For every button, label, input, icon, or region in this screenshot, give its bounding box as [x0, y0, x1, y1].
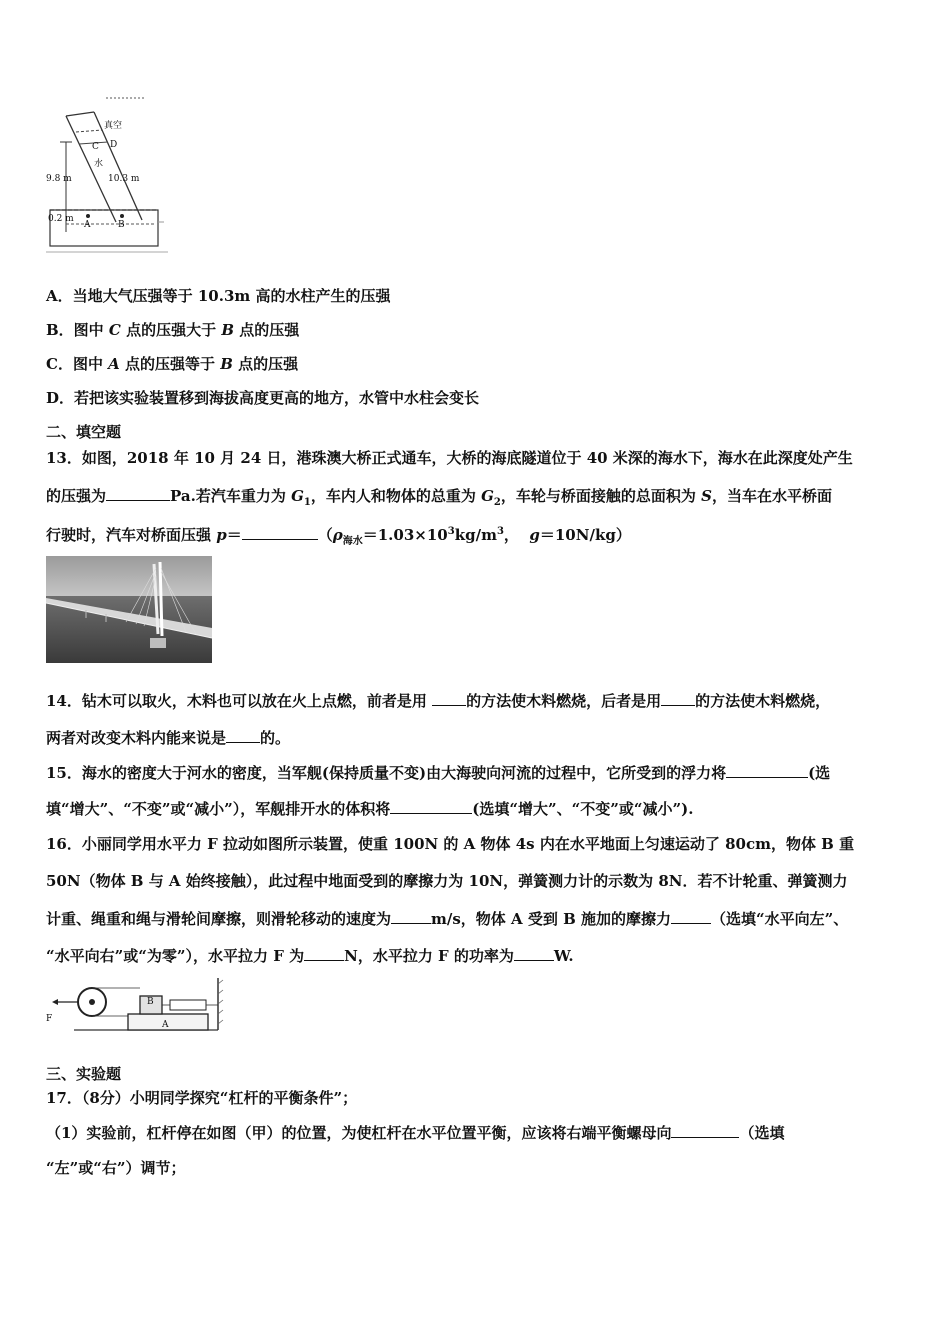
tube-experiment-figure [46, 92, 168, 262]
point-c-label: C [92, 142, 99, 152]
q13-line-3: 行驶时，汽车对桥面压强 $p= (\rho_{海水}=1.03\times 10^3kg/m^3$， g＝10N/kg） [46, 526, 631, 547]
q16-line-2: 50N（物体 B 与 A 始终接触），此过程中地面受到的摩擦力为 10N，弹簧测力计的示数为 8N．若不计轮重、弹簧测力 [46, 872, 848, 890]
point-a-label: A [84, 220, 91, 230]
q16-line-1: 16．小丽同学用水平力 F 拉动如图所示装置，使重 100N 的 A 物体 4s 内在水平地面上匀速运动了 80cm，物体 B 重 [46, 835, 855, 853]
q16-line-4: “水平向右”或“为零”），水平拉力 F 为 N，水平拉力 F 的功率为 W. [46, 947, 574, 965]
q17-line-1: 17．（8分）小明同学探究“杠杆的平衡条件”； [46, 1089, 358, 1107]
bridge-illustration [46, 556, 212, 663]
q14-line-2: 两者对改变木料内能来说是 的。 [46, 729, 291, 747]
q12-option-c: C．图中 A 点的压强等于 B 点的压强 [46, 355, 299, 373]
q13-blank-car-pressure[interactable] [242, 524, 318, 540]
point-d-label: D [110, 140, 118, 150]
q12-option-b: B．图中 C 点的压强大于 B 点的压强 [46, 321, 300, 339]
q15-blank-volume[interactable] [390, 798, 472, 814]
point-b-label: B [118, 220, 125, 230]
q13-line-1: 13．如图，2018 年 10 月 24 日，港珠澳大桥正式通车，大桥的海底隧道位于 40 米深的海水下，海水在此深度处产生 [46, 449, 853, 467]
q12-option-d: D．若把该实验装置移到海拔高度更高的地方，水管中水柱会变长 [46, 389, 480, 407]
q14-line-1: 14．钻木可以取火，木料也可以放在火上点燃，前者是用 的方法使木料燃烧，后者是用 的方法使木料燃烧， [46, 692, 831, 710]
height-9-8-label: 9.8 m [46, 174, 72, 184]
q16-blank-speed[interactable] [391, 908, 431, 924]
q13-line-2: 的压强为 Pa.若汽车重力为 $G_1$，车内人和物体的总重为 $G_2$，车轮与桥面接触的总面积为 S，当车在水平桥面 [46, 487, 832, 508]
q12-option-a: A．当地大气压强等于 10.3m 高的水柱产生的压强 [46, 287, 391, 305]
q14-blank-1[interactable] [432, 690, 466, 706]
bridge-photo [46, 556, 212, 663]
q16-blank-power[interactable] [514, 945, 554, 961]
q13-blank-pressure[interactable] [106, 485, 170, 501]
height-0-2-label: 0.2 m [48, 214, 74, 224]
q14-blank-2[interactable] [661, 690, 695, 706]
q15-line-1: 15．海水的密度大于河水的密度，当军舰(保持质量不变)由大海驶向河流的过程中，它所受到的浮力将 (选 [46, 764, 831, 782]
q15-blank-buoyancy[interactable] [726, 762, 808, 778]
block-a-label: A [162, 1020, 169, 1030]
q14-blank-3[interactable] [226, 727, 260, 743]
water-label: 水 [94, 159, 104, 169]
vacuum-label: 真空 [104, 121, 123, 131]
q16-blank-friction[interactable] [671, 908, 711, 924]
q15-line-2: 填“增大”、“不变”或“减小”），军舰排开水的体积将 (选填“增大”、“不变”或“减小”). [46, 800, 694, 818]
pulley-figure [44, 978, 224, 1036]
block-b-label: B [147, 997, 154, 1007]
q17-blank-direction[interactable] [671, 1122, 739, 1138]
force-f-label: F [46, 1014, 53, 1024]
height-10-3-label: 10.3 m [108, 174, 140, 184]
pulley-diagram [44, 978, 224, 1036]
q17-line-3: “左”或“右”）调节； [46, 1159, 186, 1177]
q16-line-3: 计重、绳重和绳与滑轮间摩擦，则滑轮移动的速度为 m/s，物体 A 受到 B 施加的摩擦力 （选填“水平向左”、 [46, 910, 849, 928]
q16-blank-force[interactable] [304, 945, 344, 961]
section-3-title: 三、实验题 [46, 1065, 122, 1083]
section-2-title: 二、填空题 [46, 423, 122, 441]
q17-line-2: （1）实验前，杠杆停在如图（甲）的位置，为使杠杆在水平位置平衡，应该将右端平衡螺母向 （选填 [46, 1124, 785, 1142]
